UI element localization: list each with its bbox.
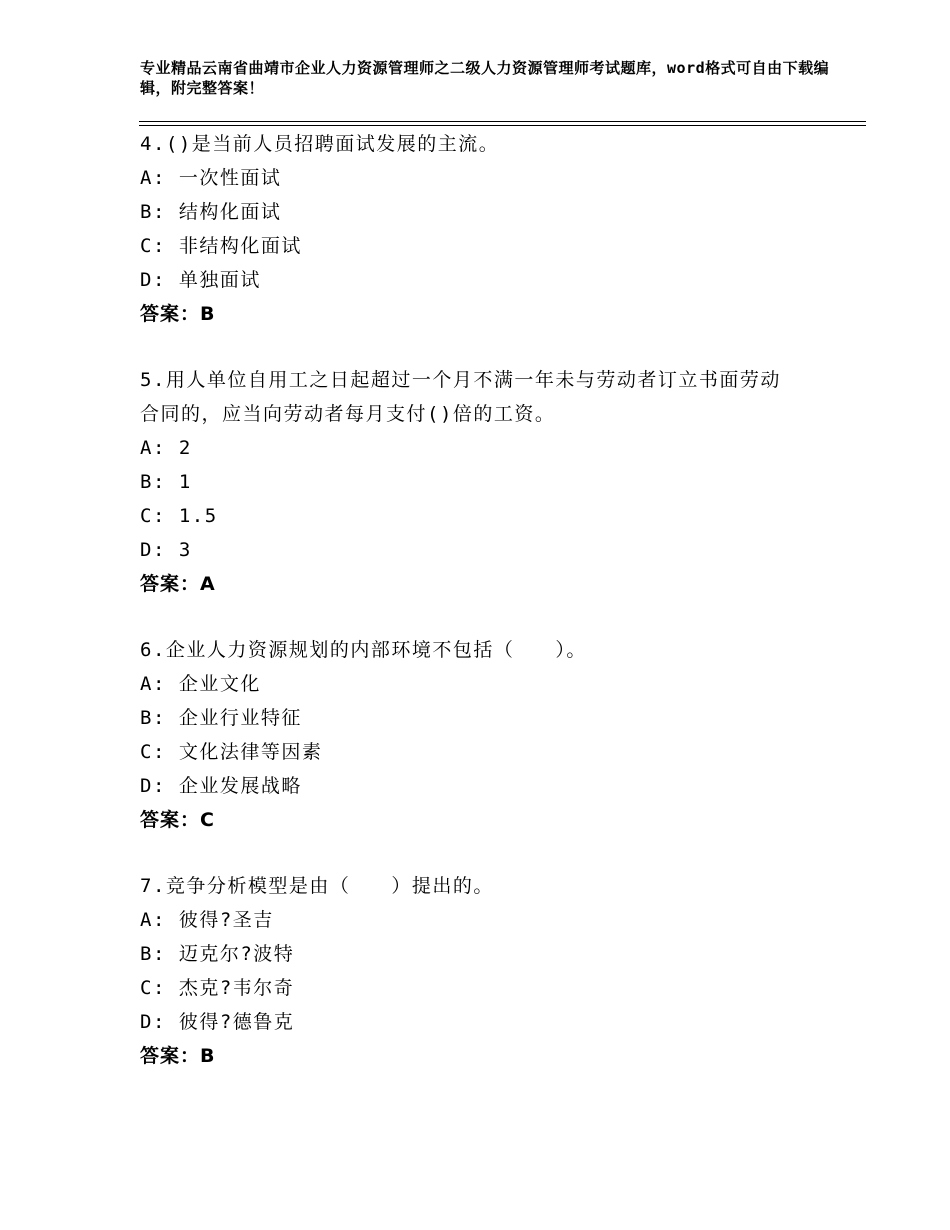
option-a: A: 2 [140,437,192,459]
option-c: C: 杰克?韦尔奇 [140,977,295,999]
option-d: D: 单独面试 [140,269,261,291]
header-rule-top [139,121,866,122]
question-item [140,869,840,1073]
answer-label: 答案：C [140,809,215,831]
answer-label: 答案：B [140,303,216,325]
answer-label: 答案：B [140,1045,216,1067]
option-c: C: 1.5 [140,505,218,527]
question-item [140,127,840,331]
question-stem: 4.()是当前人员招聘面试发展的主流。 [140,133,500,155]
question-stem: 7.竞争分析模型是由（ ）提出的。 [140,875,494,897]
question-stem: 5.用人单位自用工之日起超过一个月不满一年未与劳动者订立书面劳动合同的，应当向劳动者每月支付()倍的工资。 [140,369,781,425]
question-item [140,633,840,837]
option-d: D: 彼得?德鲁克 [140,1011,295,1033]
question-stem: 6.企业人力资源规划的内部环境不包括（ ）。 [140,639,587,661]
header-rule-bottom [139,125,866,126]
option-c: C: 文化法律等因素 [140,741,323,763]
option-a: A: 企业文化 [140,673,261,695]
option-a: A: 一次性面试 [140,167,282,189]
question-item [140,363,840,601]
option-b: B: 1 [140,471,192,493]
option-d: D: 3 [140,539,192,561]
answer-label: 答案：A [140,573,216,595]
document-header: 专业精品云南省曲靖市企业人力资源管理师之二级人力资源管理师考试题库，word格式可自由下载编辑，附完整答案！ [140,59,830,97]
question-list [140,127,840,1105]
option-c: C: 非结构化面试 [140,235,302,257]
option-b: B: 结构化面试 [140,201,282,223]
option-d: D: 企业发展战略 [140,775,302,797]
option-a: A: 彼得?圣吉 [140,909,274,931]
option-b: B: 企业行业特征 [140,707,302,729]
option-b: B: 迈克尔?波特 [140,943,295,965]
